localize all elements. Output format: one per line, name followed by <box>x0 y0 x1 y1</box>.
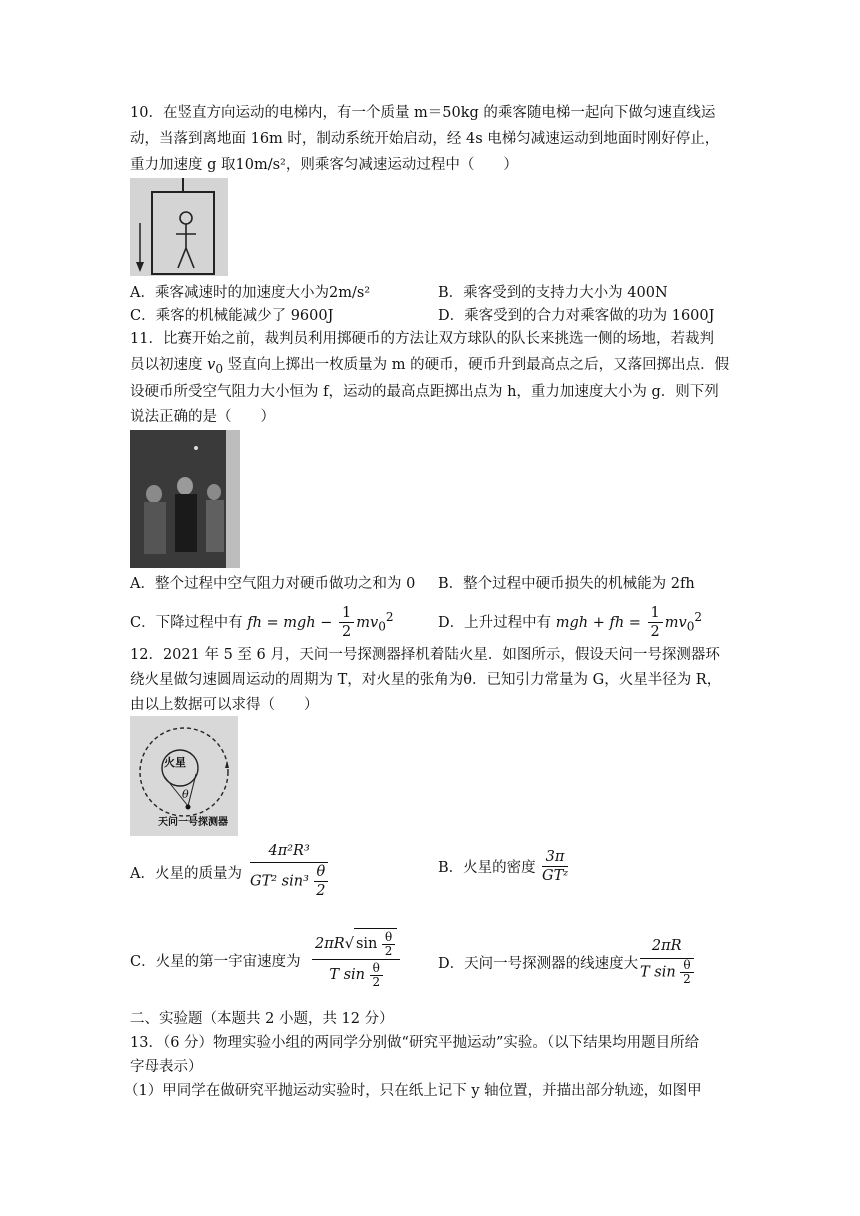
section-heading: 二、实验题（本题共 2 小题，共 12 分） <box>130 1011 394 1027</box>
q10-option-b: B．乘客受到的支持力大小为 400N <box>438 285 668 301</box>
q11-line-4: 说法正确的是（ ） <box>130 409 275 425</box>
q13-line-3: （1）甲同学在做研究平抛运动实验时，只在纸上记下 y 轴位置，并描出部分轨迹，如图甲 <box>124 1083 702 1099</box>
probe-caption: 天问一号探测器 <box>158 817 228 828</box>
q10-line-3: 重力加速度 g 取10m/s²，则乘客匀减速运动过程中（ ） <box>130 157 518 173</box>
q10-option-a: A．乘客减速时的加速度大小为2m/s² <box>130 285 371 301</box>
mars-label: 火星 <box>164 756 186 769</box>
q12-line-3: 由以上数据可以求得（ ） <box>130 697 319 713</box>
q11-option-d: D．上升过程中有 mgh + fh = $\frac{1}{2}$ $mv_0^2$ <box>438 605 703 641</box>
q10-option-c: C．乘客的机械能减少了 9600J <box>130 308 334 324</box>
referee-photo <box>130 430 240 568</box>
elevator-figure <box>130 178 228 276</box>
q10-option-d: D．乘客受到的合力对乘客做的功为 1600J <box>438 308 715 324</box>
q11-option-c: C．下降过程中有 fh = mgh − $\frac{1}{2}$ $mv_0^2$ <box>130 605 394 641</box>
q11-line-3: 设硬币所受空气阻力大小恒为 f，运动的最高点距掷出点为 h，重力加速度大小为 g．则下列 <box>130 384 719 400</box>
mars-orbit-figure <box>130 716 238 836</box>
q10-line-2: 动，当落到离地面 16m 时，制动系统开始启动，经 4s 电梯匀减速运动到地面时刚好停止， <box>130 131 720 147</box>
q12-line-2: 绕火星做匀速圆周运动的周期为 T，对火星的张角为θ．已知引力常量为 G，火星半径为 R， <box>130 672 722 688</box>
q13-line-2: 字母表示） <box>130 1059 203 1075</box>
q13-line-1: 13．（6 分）物理实验小组的两同学分别做“研究平抛运动”实验。（以下结果均用题目所给 <box>130 1035 700 1051</box>
q11-option-a: A．整个过程中空气阻力对硬币做功之和为 0 <box>130 576 416 592</box>
q10-line-1: 10．在竖直方向运动的电梯内，有一个质量 m＝50kg 的乘客随电梯一起向下做匀速直线运 <box>130 105 716 121</box>
q11-line-2: 员以初速度 $v_0$ 竖直向上掷出一枚质量为 m 的硬币，硬币升到最高点之后，又落回掷出点．假 <box>130 357 730 376</box>
theta-label: θ <box>182 788 189 801</box>
q12-line-1: 12．2021 年 5 至 6 月，天问一号探测器择机着陆火星．如图所示，假设天问一号探测器环 <box>130 647 720 663</box>
q11-line-1: 11．比赛开始之前，裁判员利用掷硬币的方法让双方球队的队长来挑选一侧的场地，若裁判 <box>130 331 714 347</box>
q11-option-b: B．整个过程中硬币损失的机械能为 2fh <box>438 576 695 592</box>
